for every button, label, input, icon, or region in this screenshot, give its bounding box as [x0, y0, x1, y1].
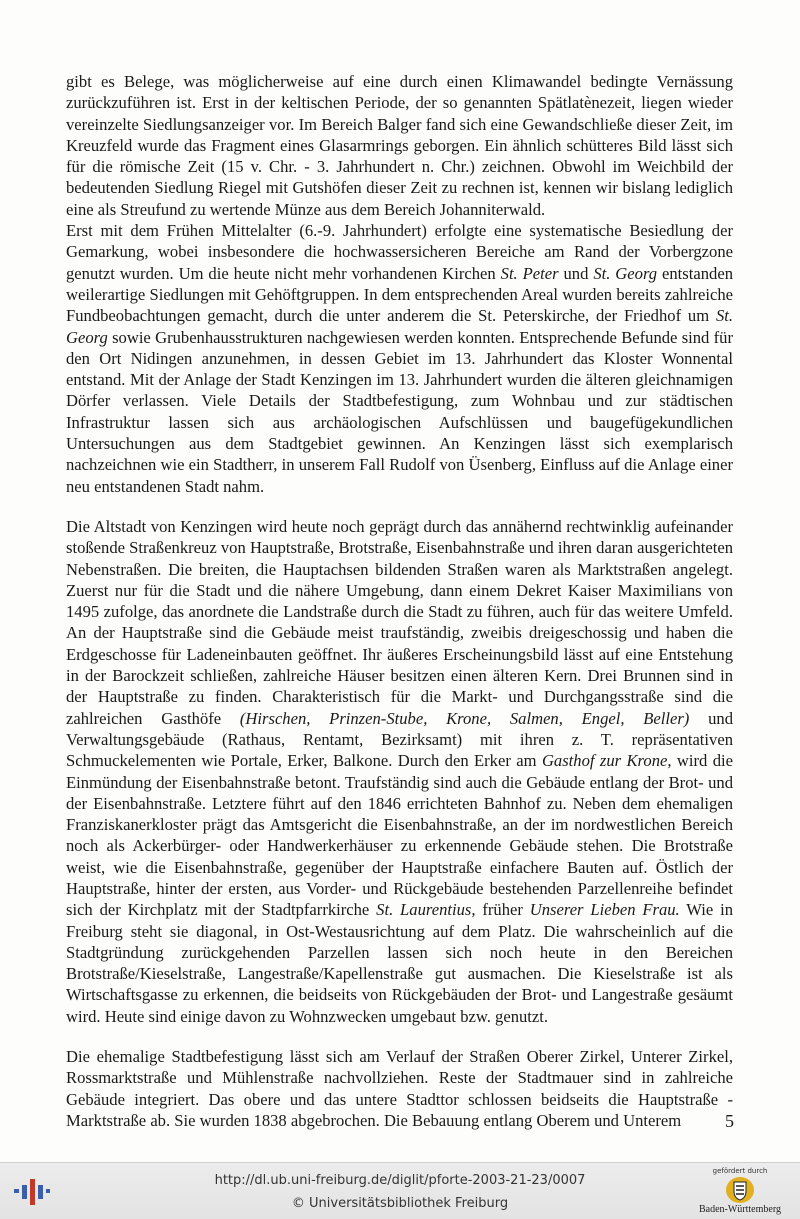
- italic-run: St. Laurentius,: [376, 900, 476, 920]
- sponsor-caption-top: gefördert durch: [712, 1167, 768, 1175]
- text-run: entstanden weilerartige Siedlungen mit Gehöftgruppen. In dem entsprechenden Areal wurden bereits zahlreiche Fundbeobachtungen gemacht, durch die unter anderem die St. Peterskirche, der Friedhof um: [66, 263, 733, 326]
- text-run: Wie in Freiburg steht sie diagonal, in Ost-Westausrichtung auf dem Platz. Die wahrscheinlich auf die Stadtgründung zurückgehenden Parzellen lassen sich noch heute in den Bereichen Brotstraße/Kieselstraße, Langestraße/Kapellenstraße gut ausmachen. Die Kieselstraße ist als Wirtschaftsgasse zu erkennen, die beidseits von Rückgebäuden der Brot- und Langestraße gesäumt wird. Heute sind einige davon zu Wohnzwecken umgebaut bzw. genutzt.: [66, 900, 733, 1026]
- page-number: 5: [725, 1111, 734, 1131]
- sponsor-caption-bottom: Baden-Württemberg: [698, 1204, 781, 1215]
- italic-run: Unserer Lieben Frau.: [529, 900, 680, 920]
- sponsor-logo: [690, 1167, 790, 1217]
- italic-run: St. Georg: [593, 263, 658, 283]
- text-run: und: [558, 263, 594, 283]
- italic-run: (Hirschen, Prinzen-Stube, Krone, Salmen, Engel, Beller): [239, 708, 690, 728]
- italic-run: Gasthof zur Krone,: [541, 751, 672, 771]
- paragraph-1: gibt es Belege, was möglicherweise auf eine durch einen Klimawandel bedingte Vernässung zurückzuführen ist. Erst in der keltischen Periode, der so genannten Spätlatènezeit, liegen wieder vereinzelte Siedlungsanzeiger vor. Im Bereich Balger fand sich eine Gewandschließe dieser Zeit, im Kreuzfeld wurde das Fragment eines Glasarmrings geborgen. Ein ähnlich schütteres Bild lässt sich für die römische Zeit (15 v. Chr. - 3. Jahrhundert n. Chr.) zeichnen. Obwohl im Weichbild der bedeutenden Siedlung Riegel mit Gutshöfen dieser Zeit zu rechnen ist, kennen wir bislang lediglich eine als Streufund zu wertende Münze aus dem Bereich Johanniterwald.: [66, 72, 733, 219]
- paragraph-3: [66, 516, 733, 1027]
- baden-wuerttemberg-coat-of-arms-icon: [725, 1176, 755, 1204]
- body-text: [66, 71, 733, 1131]
- text-run: wird die Einmündung der Eisenbahnstraße betont. Traufständig sind auch die Gebäude entlang der Brot- und der Eisenbahnstraße. Letztere führt auf den 1846 errichteten Bahnhof zu. Neben dem ehemaligen Franziskanerkloster prägt das Amtsgericht die Eisenbahnstraße, an der im nordwestlichen Bereich noch als Ackerbürger- oder Handwerkerhäuser zu erkennende Gebäude stehen. Die Brotstraße weist, wie die Eisenbahnstraße, gegenüber der Hauptstraße einfachere Bauten auf. Östlich der Hauptstraße, hinter der ersten, aus Vorder- und Rückgebäude bestehenden Parzellenreihe befindet sich der Kirchplatz mit der Stadtpfarrkirche: [66, 751, 733, 920]
- copyright-text: © Universitätsbibliothek Freiburg: [291, 1196, 509, 1211]
- italic-run: St. Georg: [66, 306, 733, 347]
- italic-run: St. Peter: [500, 263, 559, 283]
- text-run: und Verwaltungsgebäude (Rathaus, Rentamt, Bezirksamt) mit ihren z. T. repräsentativen Schmuckelementen wie Portale, Erker, Balkone. Durch den Erker am: [66, 708, 733, 771]
- text-run: Erst mit dem Frühen Mittelalter (6.-9. Jahrhundert) erfolgte eine systematische Besiedlung der Gemarkung, wobei insbesondere die hochwassersicheren Bereiche am Rand der Vorbergzone genutzt wurden. Um die heute nicht mehr vorhandenen Kirchen: [66, 221, 733, 283]
- paragraph-4: Die ehemalige Stadtbefestigung lässt sich am Verlauf der Straßen Oberer Zirkel, Unterer Zirkel, Rossmarktstraße und Mühlenstraße nachvollziehen. Reste der Stadtmauer sind in zahlreiche Gebäude integriert. Das obere und das untere Stadttor schlossen beidseits die Hauptstraße - Marktstraße ab. Sie wurden 1838 abgebrochen. Die Bebauung entlang Oberem und Unterem: [66, 1047, 733, 1130]
- footer-bar: [0, 1162, 800, 1219]
- text-run: früher: [475, 900, 530, 920]
- paragraph-2: [66, 220, 733, 497]
- text-run: sowie Grubenhausstrukturen nachgewiesen werden konnten. Entsprechende Befunde sind für den Ort Nidingen anzunehmen, in dessen Gebiet im 13. Jahrhundert das Kloster Wonnental entstand. Mit der Anlage der Stadt Kenzingen im 13. Jahrhundert wurden die älteren gleichnamigen Dörfer verlassen. Viele Details der Stadtbefestigung, zum Wohnbau und zur städtischen Infrastruktur lassen sich aus archäologischen Aufschlüssen und baugefügekundlichen Untersuchungen aus dem Stadtgebiet gewinnen. An Kenzingen lässt sich exemplarisch nachzeichnen wie ein Stadtherr, in unserem Fall Rudolf von Üsenberg, Einfluss auf die Anlage einer neu entstandenen Stadt nahm.: [66, 327, 733, 496]
- source-url-link[interactable]: http://dl.ub.uni-freiburg.de/diglit/pforte-2003-21-23/0007: [214, 1173, 586, 1188]
- text-run: Die Altstadt von Kenzingen wird heute noch geprägt durch das annähernd rechtwinklig aufeinander stoßende Straßenkreuz von Hauptstraße, Brotstraße, Eisenbahnstraße und ihren daran ausgerichteten Nebenstraßen. Die breiten, die Hauptachsen bildenden Straßen waren als Marktstraßen angelegt. Zuerst nur für die Stadt und die nähere Umgebung, dann einem Dekret Kaiser Maximilians von 1495 zufolge, das anordnete die Landstraße durch die Stadt zu führen, auch für das weitere Umfeld. An der Hauptstraße sind die Gebäude meist traufständig, zweibis dreigeschossig und haben die Erdgeschosse für Ladeneinbauten geöffnet. Ihr äußeres Erscheinungsbild lässt auf eine Entstehung in der Barockzeit schließen, zahlreiche Häuser besitzen einen älteren Kern. Drei Brunnen sind in der Hauptstraße zu finden. Charakteristisch für die Markt- und Durchgangsstraße sind die zahlreichen Gasthöfe: [66, 516, 733, 728]
